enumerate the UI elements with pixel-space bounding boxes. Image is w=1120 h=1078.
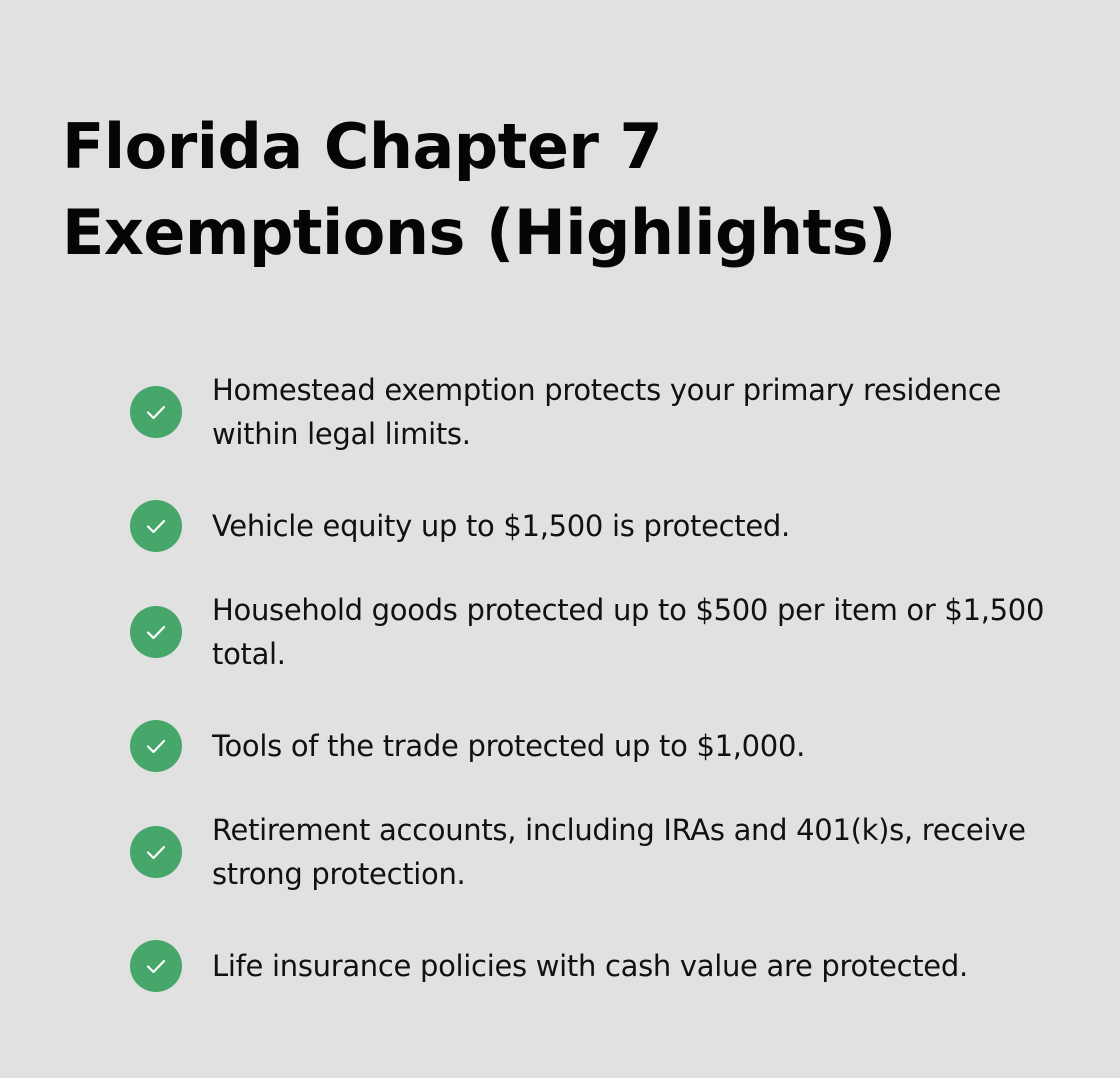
list-item xyxy=(130,940,1060,992)
list-item xyxy=(130,720,1060,772)
check-icon xyxy=(130,720,182,772)
list-item xyxy=(130,500,1060,552)
check-icon xyxy=(130,826,182,878)
page-title: Florida Chapter 7 Exemptions (Highlights) xyxy=(62,110,896,269)
list-item-text: Vehicle equity up to $1,500 is protected. xyxy=(212,509,790,543)
list-item-text: Household goods protected up to $500 per item or $1,500 total. xyxy=(212,593,1045,671)
list-item xyxy=(130,808,1060,896)
check-icon xyxy=(130,500,182,552)
list-item-text: Homestead exemption protects your primary residence within legal limits. xyxy=(212,373,1002,451)
list-item xyxy=(130,588,1060,676)
check-icon xyxy=(130,940,182,992)
check-icon xyxy=(130,386,182,438)
check-icon xyxy=(130,606,182,658)
list-item-text: Life insurance policies with cash value are protected. xyxy=(212,949,968,983)
list-item-text: Retirement accounts, including IRAs and 401(k)s, receive strong protection. xyxy=(212,813,1026,891)
list-item-text: Tools of the trade protected up to $1,000. xyxy=(212,729,806,763)
list-item xyxy=(130,368,1060,456)
